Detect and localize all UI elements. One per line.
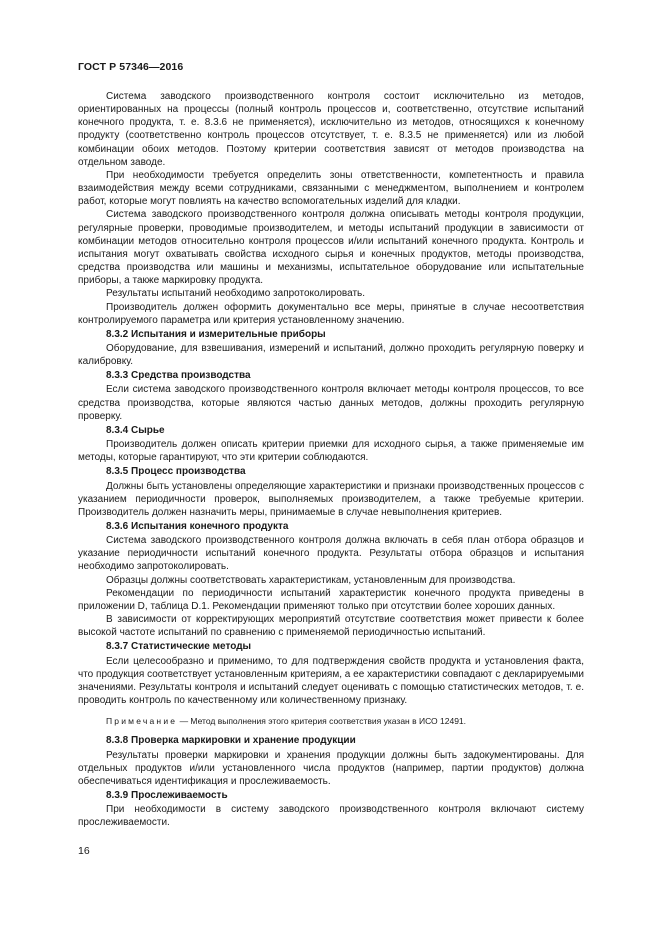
paragraph: Результаты испытаний необходимо запротоколировать. — [106, 288, 366, 300]
note-label: Примечание — [106, 716, 178, 727]
paragraph: Система заводского производственного контроля состоит исключительно из методов, ориентированных на процессы (полный контроль процессов и, соответственно, отсутствие испытаний конечного продукта, т. е. 8.3.6 не применяется), исключительно из методов, относящихся к конечному продукту (соответственно контроль процессов отсутствует, т. е. 8.3.5 не применяется) или из любой комбинации обоих методов. Поэтому критерии соответствия зависят от методов производства на отдельном заводе. — [78, 91, 584, 168]
document-body — [78, 90, 584, 829]
note — [78, 715, 584, 728]
section-heading-8-3-7: 8.3.7 Статистические методы — [106, 641, 252, 653]
paragraph: При необходимости требуется определить зоны ответственности, компетентность и правила взаимодействия между всеми сотрудниками, связанными с менеджментом, выполнением и контролем работ, которые могут повлиять на качество вспомогательных изделий для кладки. — [78, 169, 584, 208]
paragraph: Производитель должен описать критерии приемки для исходного сырья, а также применяемые им методы, которые гарантируют, что эти критерии соблюдаются. — [78, 439, 584, 464]
section-heading-8-3-4: 8.3.4 Сырье — [106, 424, 165, 436]
section-heading-8-3-2: 8.3.2 Испытания и измерительные приборы — [106, 328, 326, 340]
paragraph: Система заводского производственного контроля должна описывать методы контроля продукции, регулярные проверки, проводимые производителем, и методы испытаний продукции в зависимости от комбинации методов относительно контроля процессов и/или испытаний конечного продукта. Контроль и испытания могут охватывать свойства исходного сырья и конечных продуктов, методы производства, средства производства или машины и механизмы, испытательное оборудование или испытательные приборы, а также маркировку продукта. — [78, 209, 584, 287]
paragraph: Результаты проверки маркировки и хранения продукции должны быть задокументированы. Для отдельных продуктов и/или установленного числа продуктов (например, партии продуктов) должна обеспечиваться идентификация и прослеживаемость. — [78, 749, 584, 787]
section-heading-8-3-6: 8.3.6 Испытания конечного продукта — [106, 521, 289, 532]
paragraph: При необходимости в систему заводского производственного контроля включают систему прослеживаемости. — [78, 804, 584, 829]
paragraph: Оборудование, для взвешивания, измерений и испытаний, должно проходить регулярную поверку и калибровку. — [78, 342, 584, 368]
paragraph: Система заводского производственного контроля должна включать в себя план отбора образцов и указание периодичности испытаний конечного продукта. Результаты отбора образцов и испытания необходимо запротоколировать. — [78, 535, 584, 573]
page-number: 16 — [78, 845, 90, 857]
paragraph: Если целесообразно и применимо, то для подтверждения свойств продукта и установления факта, что продукция соответствует установленным критериям, а ее характеристики совпадают с декларируемыми значениями. Результаты контроля и испытаний следует оценивать с помощью статистических методов, т. е. проводить контроль по качественному или количественному признаку. — [78, 655, 584, 707]
section-heading-8-3-5: 8.3.5 Процесс производства — [106, 466, 246, 478]
paragraph: Рекомендации по периодичности испытаний характеристик конечного продукта приведены в приложении D, таблица D.1. Рекомендации применяют только при отсутствии более хороших данных. — [78, 587, 584, 612]
paragraph: Образцы должны соответствовать характеристикам, установленным для производства. — [106, 574, 516, 586]
document-header: ГОСТ Р 57346—2016 — [78, 61, 184, 73]
section-heading-8-3-9: 8.3.9 Прослеживаемость — [106, 789, 228, 801]
section-heading-8-3-8: 8.3.8 Проверка маркировки и хранение продукции — [106, 735, 356, 747]
note-text: — Метод выполнения этого критерия соответствия указан в ИСО 12491. — [177, 716, 467, 727]
paragraph: В зависимости от корректирующих мероприятий отсутствие соответствия может привести к более высокой частоте испытаний по сравнению с применяемой периодичностью испытаний. — [78, 614, 584, 639]
section-heading-8-3-3: 8.3.3 Средства производства — [106, 370, 251, 382]
paragraph: Производитель должен оформить документально все меры, принятые в случае несоответствия контролируемого параметра или критерия установленному значению. — [78, 301, 584, 326]
paragraph: Должны быть установлены определяющие характеристики и признаки производственных процессов с указанием периодичности проверок, выполняемых производителем, а также требуемые критерии. Производитель должен назначить меры, принимаемые в случае невыполнения критериев. — [78, 480, 584, 518]
paragraph: Если система заводского производственного контроля включает методы контроля процессов, то все средства производства, которые являются частью данных методов, должны проходить регулярную проверку. — [78, 384, 584, 422]
